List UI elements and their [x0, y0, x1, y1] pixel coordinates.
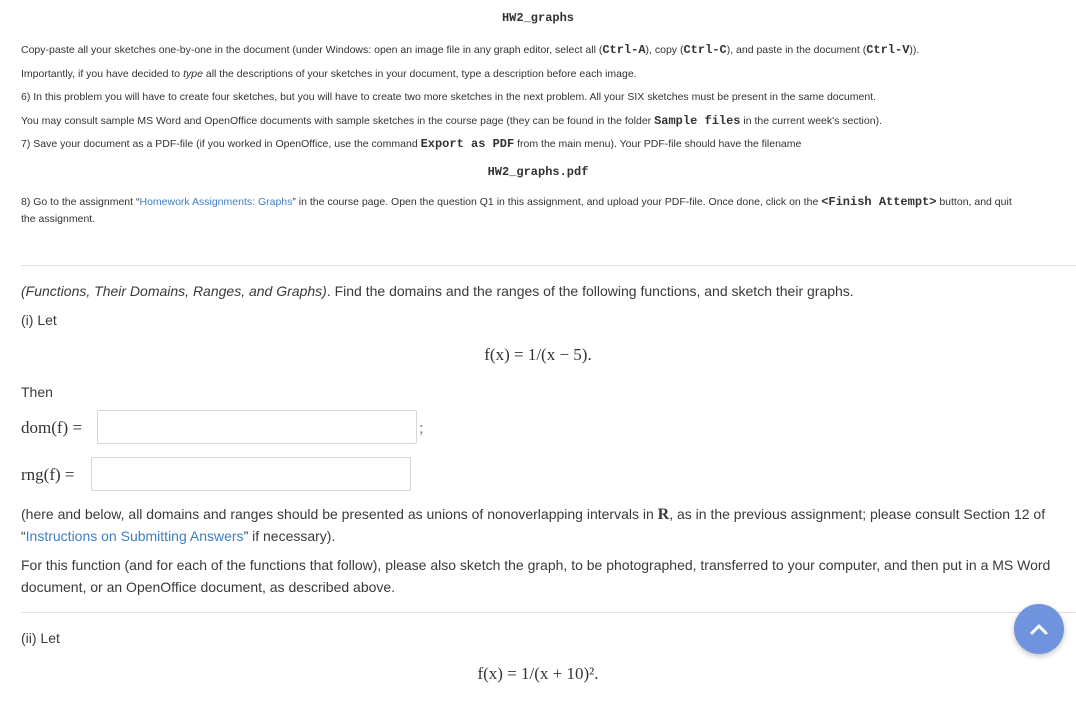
dom-input[interactable]	[97, 410, 417, 444]
problem-intro: (Functions, Their Domains, Ranges, and Graphs). Find the domains and the ranges of the following functions, and sketch their graphs.	[21, 283, 854, 299]
dom-separator: ;	[419, 418, 424, 437]
instruction-copy-paste: Copy-paste all your sketches one-by-one in the document (under Windows: open an image file in any graph editor, select all (Ctrl-A), copy (Ctrl-C), and paste in the document (Ctrl-V)).	[21, 43, 920, 57]
part-2-formula: f(x) = 1/(x + 10)².	[477, 664, 599, 683]
part-2-label: (ii) Let	[21, 630, 60, 646]
sketch-instruction: For this function (and for each of the functions that follow), please also sketch the graph, to be photographed, transferred to your computer, and then put in a MS Word	[21, 557, 1051, 573]
rng-label: rng(f) =	[21, 465, 75, 484]
instruction-step-8: 8) Go to the assignment “Homework Assignments: Graphs” in the course page. Open the question Q1 in this assignment, and upload your PDF-file. Once done, click on the <Finish Attempt> button, and quit	[21, 195, 1012, 209]
instruction-step-8-cont: the assignment.	[21, 213, 96, 225]
part-1-formula: f(x) = 1/(x − 5).	[484, 345, 592, 364]
homework-assignments-link[interactable]: Homework Assignments: Graphs	[139, 196, 293, 208]
part-1-label: (i) Let	[21, 312, 57, 328]
divider	[21, 612, 1076, 613]
instruction-samples: You may consult sample MS Word and OpenOffice documents with sample sketches in the course page (they can be found in the folder Sample files in the current week's section).	[21, 114, 882, 128]
domain-range-note: (here and below, all domains and ranges should be presented as unions of nonoverlapping intervals in R, as in the previous assignment; please consult Section 12 of	[21, 506, 1046, 523]
page-title: HW2_graphs	[501, 11, 574, 25]
scroll-to-top-button[interactable]	[1014, 604, 1064, 654]
domain-range-note-cont: “Instructions on Submitting Answers” if necessary).	[21, 528, 336, 544]
instructions-link[interactable]: Instructions on Submitting Answers	[25, 528, 244, 544]
instruction-step-7: 7) Save your document as a PDF-file (if you worked in OpenOffice, use the command Export as PDF from the main menu). Your PDF-file should have the filename	[21, 137, 802, 151]
sketch-instruction-cont: document, or an OpenOffice document, as described above.	[21, 579, 396, 595]
instruction-step-6: 6) In this problem you will have to create four sketches, but you will have to create two more sketches in the next problem. All your SIX sketches must be present in the same document.	[21, 91, 877, 103]
instruction-descriptions: Importantly, if you have decided to type all the descriptions of your sketches in your document, type a description before each image.	[21, 68, 637, 80]
divider	[21, 265, 1076, 266]
then-label: Then	[21, 384, 53, 400]
pdf-filename: HW2_graphs.pdf	[487, 165, 589, 179]
rng-input[interactable]	[91, 457, 411, 491]
chevron-up-icon	[1030, 623, 1048, 635]
dom-label: dom(f) =	[21, 418, 83, 437]
